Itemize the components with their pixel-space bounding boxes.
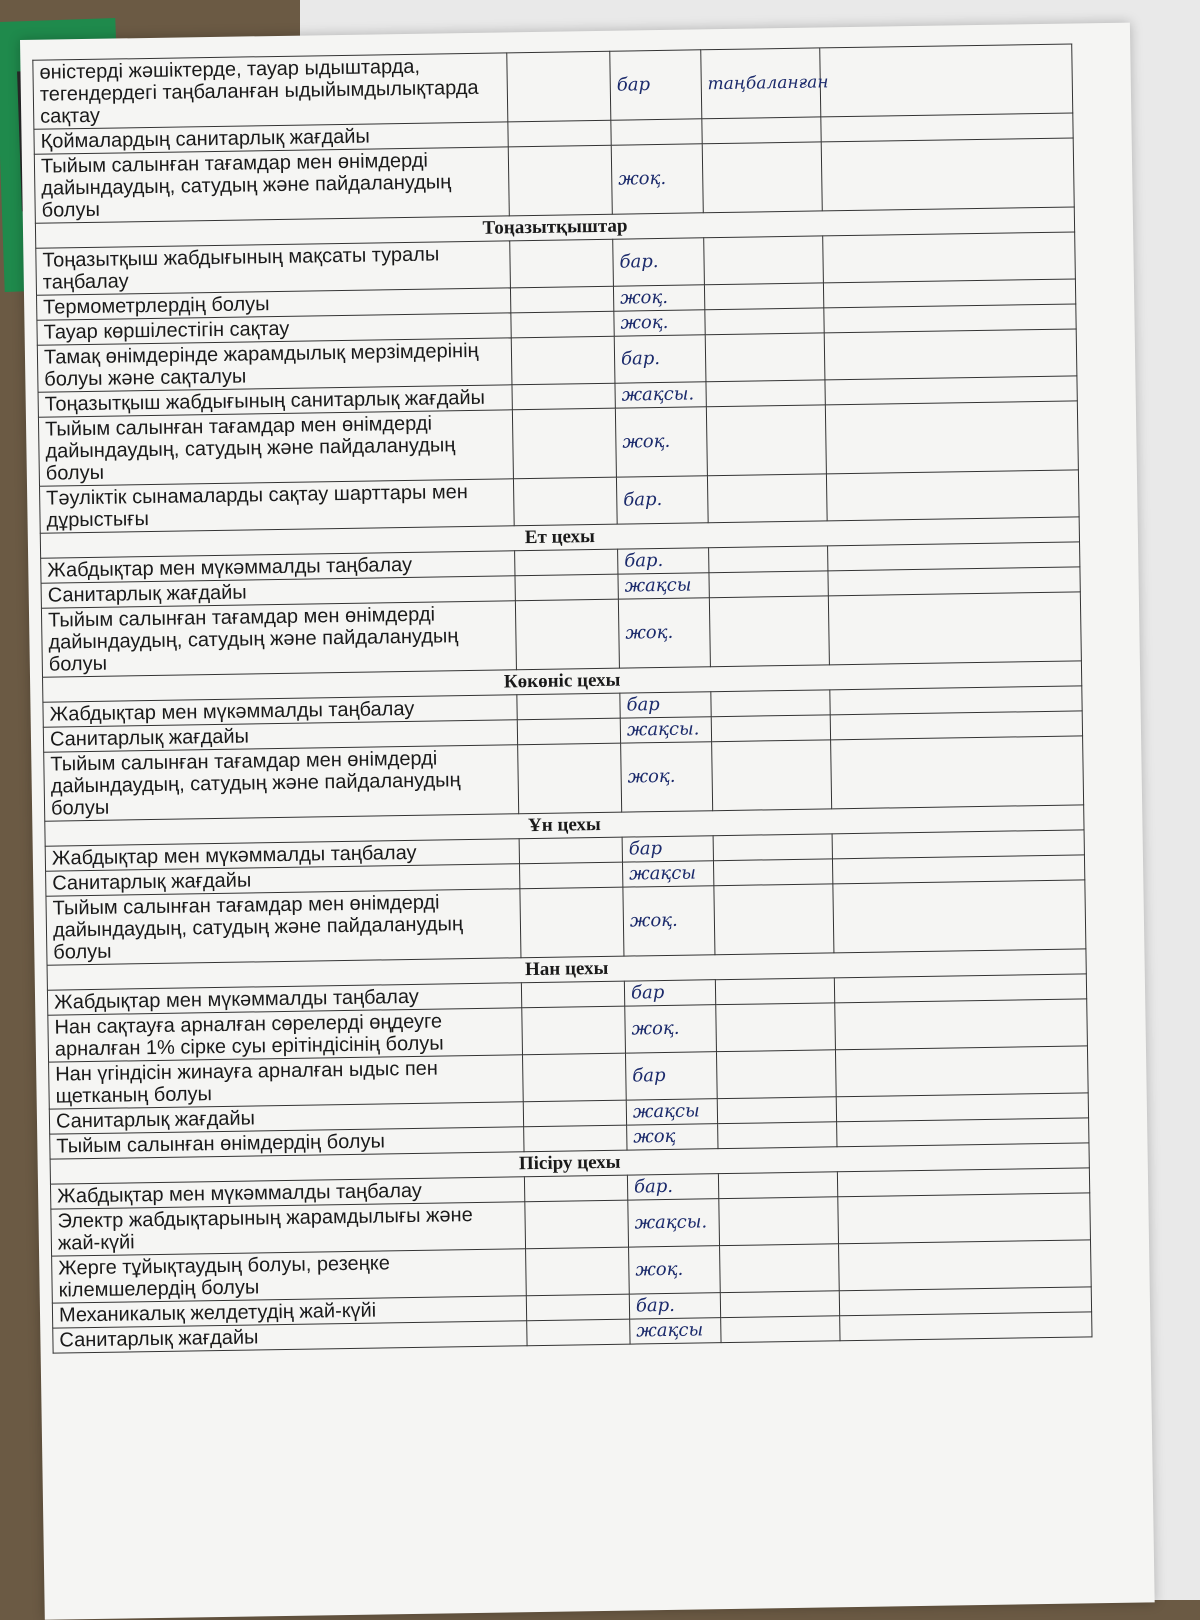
blank-cell — [507, 51, 611, 122]
handwritten-mark: жақсы — [618, 573, 709, 599]
handwritten-note — [709, 596, 829, 667]
handwritten-note — [705, 308, 824, 335]
criterion-label: Термометрлердің болуы — [37, 288, 511, 320]
handwritten-note — [718, 1172, 837, 1199]
criterion-label: Тыйым салынған тағамдар мен өнімдерді дайындаудың, сатудың және пайдаланудың болуы — [34, 147, 509, 223]
section-title: Көкөніс цехы — [43, 661, 1082, 702]
handwritten-mark: жақсы — [626, 1099, 717, 1125]
handwritten-note: таңбаланған — [701, 48, 821, 119]
section-title: Нан цехы — [47, 949, 1086, 990]
handwritten-mark: бар. — [616, 476, 708, 524]
handwritten-note — [702, 142, 822, 213]
handwritten-note — [720, 1291, 839, 1318]
blank-cell — [838, 1240, 1091, 1291]
criterion-label: Механикалық желдетудің жай-күйі — [52, 1296, 526, 1328]
handwritten-mark: жоқ. — [629, 1246, 721, 1294]
handwritten-mark: бар. — [629, 1293, 720, 1319]
criterion-label: Санитарлық жағдайы — [43, 720, 517, 752]
handwritten-mark: бар. — [614, 335, 706, 383]
handwritten-mark: бар — [610, 50, 702, 120]
blank-cell — [826, 470, 1079, 521]
handwritten-note — [716, 1003, 836, 1052]
handwritten-mark: бар — [620, 692, 711, 718]
blank-cell — [510, 239, 614, 288]
criterion-label: Тыйым салынған тағамдар мен өнімдерді дайындаудың, сатудың және пайдаланудың болуы — [44, 745, 519, 821]
criterion-label: Тыйым салынған өнімдердің болуы — [50, 1127, 524, 1159]
criterion-label: Санитарлық жағдайы — [49, 1102, 523, 1134]
handwritten-note — [705, 333, 825, 382]
criterion-label: Тамақ өнімдерінде жарамдылық мерзімдерінің болуы және сақталуы — [37, 338, 512, 392]
blank-cell — [822, 232, 1075, 283]
criterion-label: Тыйым салынған тағамдар мен өнімдерді дайындаудың, сатудың және пайдаланудың болуы — [41, 601, 516, 677]
handwritten-mark — [611, 119, 702, 145]
handwritten-mark: бар. — [618, 548, 709, 574]
inspection-checklist-table — [32, 43, 1092, 1353]
handwritten-note — [719, 1197, 839, 1246]
section-title: Тоңазытқыштар — [35, 207, 1074, 248]
criterion-label: Санитарлық жағдайы — [41, 576, 515, 608]
criterion-label: Санитарлық жағдайы — [46, 864, 520, 896]
blank-cell — [835, 1046, 1088, 1097]
criterion-label: Санитарлық жағдайы — [53, 1321, 527, 1353]
blank-cell — [517, 693, 620, 720]
handwritten-mark: жақсы — [630, 1318, 721, 1344]
handwritten-note — [713, 834, 832, 861]
blank-cell — [523, 1053, 627, 1102]
blank-cell — [520, 887, 624, 958]
blank-cell — [525, 1200, 629, 1249]
blank-cell — [521, 981, 624, 1008]
handwritten-mark: жоқ. — [611, 144, 703, 214]
handwritten-mark: бар — [622, 836, 713, 862]
handwritten-mark: жақсы. — [615, 382, 706, 408]
blank-cell — [515, 549, 618, 576]
handwritten-note — [715, 978, 834, 1005]
blank-cell — [821, 138, 1074, 211]
handwritten-mark: бар. — [627, 1174, 718, 1200]
criterion-label: Электр жабдықтарының жарамдылығы және жай-күйі — [51, 1202, 526, 1256]
blank-cell — [512, 383, 615, 410]
handwritten-note — [703, 236, 823, 285]
blank-cell — [508, 120, 611, 147]
blank-cell — [524, 1125, 627, 1152]
handwritten-note — [719, 1244, 839, 1293]
handwritten-mark: жақсы. — [628, 1199, 720, 1247]
handwritten-mark: жоқ. — [618, 598, 710, 668]
criterion-label: Жабдықтар мен мүкәммалды таңбалау — [50, 1177, 524, 1209]
criterion-label: Тоңазытқыш жабдығының мақсаты туралы таңбалау — [36, 241, 511, 295]
blank-cell — [508, 145, 612, 216]
blank-cell — [838, 1193, 1091, 1244]
criterion-label: Жерге тұйықтаудың болуы, резеңке кілемшелердің болуы — [52, 1249, 527, 1303]
handwritten-mark: бар — [625, 1052, 717, 1100]
blank-cell — [520, 862, 623, 889]
criterion-label: Қоймалардың санитарлық жағдайы — [34, 122, 508, 154]
blank-cell — [835, 999, 1088, 1050]
blank-cell — [833, 880, 1086, 953]
handwritten-mark: жоқ. — [621, 742, 713, 812]
handwritten-mark: жақсы. — [620, 717, 711, 743]
criterion-label: Тыйым салынған тағамдар мен өнімдерді дайындаудың, сатудың және пайдаланудың болуы — [46, 889, 521, 965]
blank-cell — [526, 1294, 629, 1321]
handwritten-mark: жоқ. — [614, 310, 705, 336]
criterion-label: Тыйым салынған тағамдар мен өнімдерді дайындаудың, сатудың және пайдаланудың болуы — [38, 410, 513, 486]
blank-cell — [511, 311, 614, 338]
handwritten-note — [704, 283, 823, 310]
blank-cell — [511, 286, 614, 313]
blank-cell — [839, 1312, 1092, 1341]
blank-cell — [511, 336, 615, 385]
criterion-label: Нан сақтауға арналған сөрелерді өңдеуге арналған 1% сірке суы ерітіндісінің болуы — [48, 1008, 523, 1062]
criterion-label: Жабдықтар мен мүкәммалды таңбалау — [41, 551, 515, 583]
blank-cell — [515, 574, 618, 601]
criterion-label: Тауар көршілестігін сақтау — [37, 313, 511, 345]
blank-cell — [820, 44, 1073, 117]
handwritten-note — [711, 715, 830, 742]
handwritten-mark: жоқ. — [613, 285, 704, 311]
blank-cell — [527, 1319, 630, 1346]
blank-cell — [824, 329, 1077, 380]
handwritten-note — [707, 474, 827, 523]
handwritten-mark: бар — [624, 980, 715, 1006]
blank-cell — [523, 1100, 626, 1127]
handwritten-mark: жоқ. — [615, 407, 707, 477]
handwritten-mark: жоқ. — [623, 886, 715, 956]
blank-cell — [828, 592, 1081, 665]
criterion-label: Тоңазытқыш жабдығының санитарлық жағдайы — [38, 385, 512, 417]
handwritten-note — [711, 690, 830, 717]
handwritten-mark: бар. — [613, 238, 705, 286]
criterion-label: Жабдықтар мен мүкәммалды таңбалау — [43, 695, 517, 727]
criterion-label: Жабдықтар мен мүкәммалды таңбалау — [47, 983, 521, 1015]
criterion-label: Тәуліктік сынамаларды сақтау шарттары мен дұрыстығы — [40, 479, 515, 533]
handwritten-mark: жоқ. — [625, 1005, 717, 1053]
blank-cell — [518, 743, 622, 814]
handwritten-note — [720, 1316, 839, 1343]
handwritten-note — [708, 546, 827, 573]
section-title: Ет цехы — [40, 517, 1079, 558]
criterion-label: Нан үгіндісін жинауға арналған ыдыс пен щетканың болуы — [49, 1055, 524, 1109]
criterion-label: өністерді жәшіктерде, тауар ыдыштарда, тегендердегі таңбаланған ыдыйымдылықтарда сақтау — [33, 53, 508, 129]
blank-cell — [514, 477, 618, 526]
handwritten-mark: жақсы — [622, 861, 713, 887]
blank-cell — [512, 408, 616, 479]
section-title: Пісіру цехы — [50, 1143, 1089, 1184]
handwritten-note — [706, 405, 826, 476]
handwritten-note — [709, 571, 828, 598]
handwritten-note — [713, 859, 832, 886]
blank-cell — [825, 401, 1078, 474]
blank-cell — [526, 1247, 630, 1296]
checklist-page — [20, 23, 1155, 1620]
handwritten-note — [714, 884, 834, 955]
handwritten-note — [717, 1097, 836, 1124]
blank-cell — [830, 736, 1083, 809]
handwritten-note — [706, 380, 825, 407]
blank-cell — [519, 837, 622, 864]
handwritten-note — [717, 1122, 836, 1149]
handwritten-mark: жоқ — [627, 1124, 718, 1150]
blank-cell — [517, 718, 620, 745]
handwritten-note — [711, 740, 831, 811]
handwritten-note — [702, 117, 821, 144]
blank-cell — [522, 1006, 626, 1055]
blank-cell — [515, 599, 619, 670]
blank-cell — [525, 1175, 628, 1202]
section-title: Ұн цехы — [45, 805, 1084, 846]
criterion-label: Жабдықтар мен мүкәммалды таңбалау — [45, 839, 519, 871]
handwritten-note — [716, 1050, 836, 1099]
